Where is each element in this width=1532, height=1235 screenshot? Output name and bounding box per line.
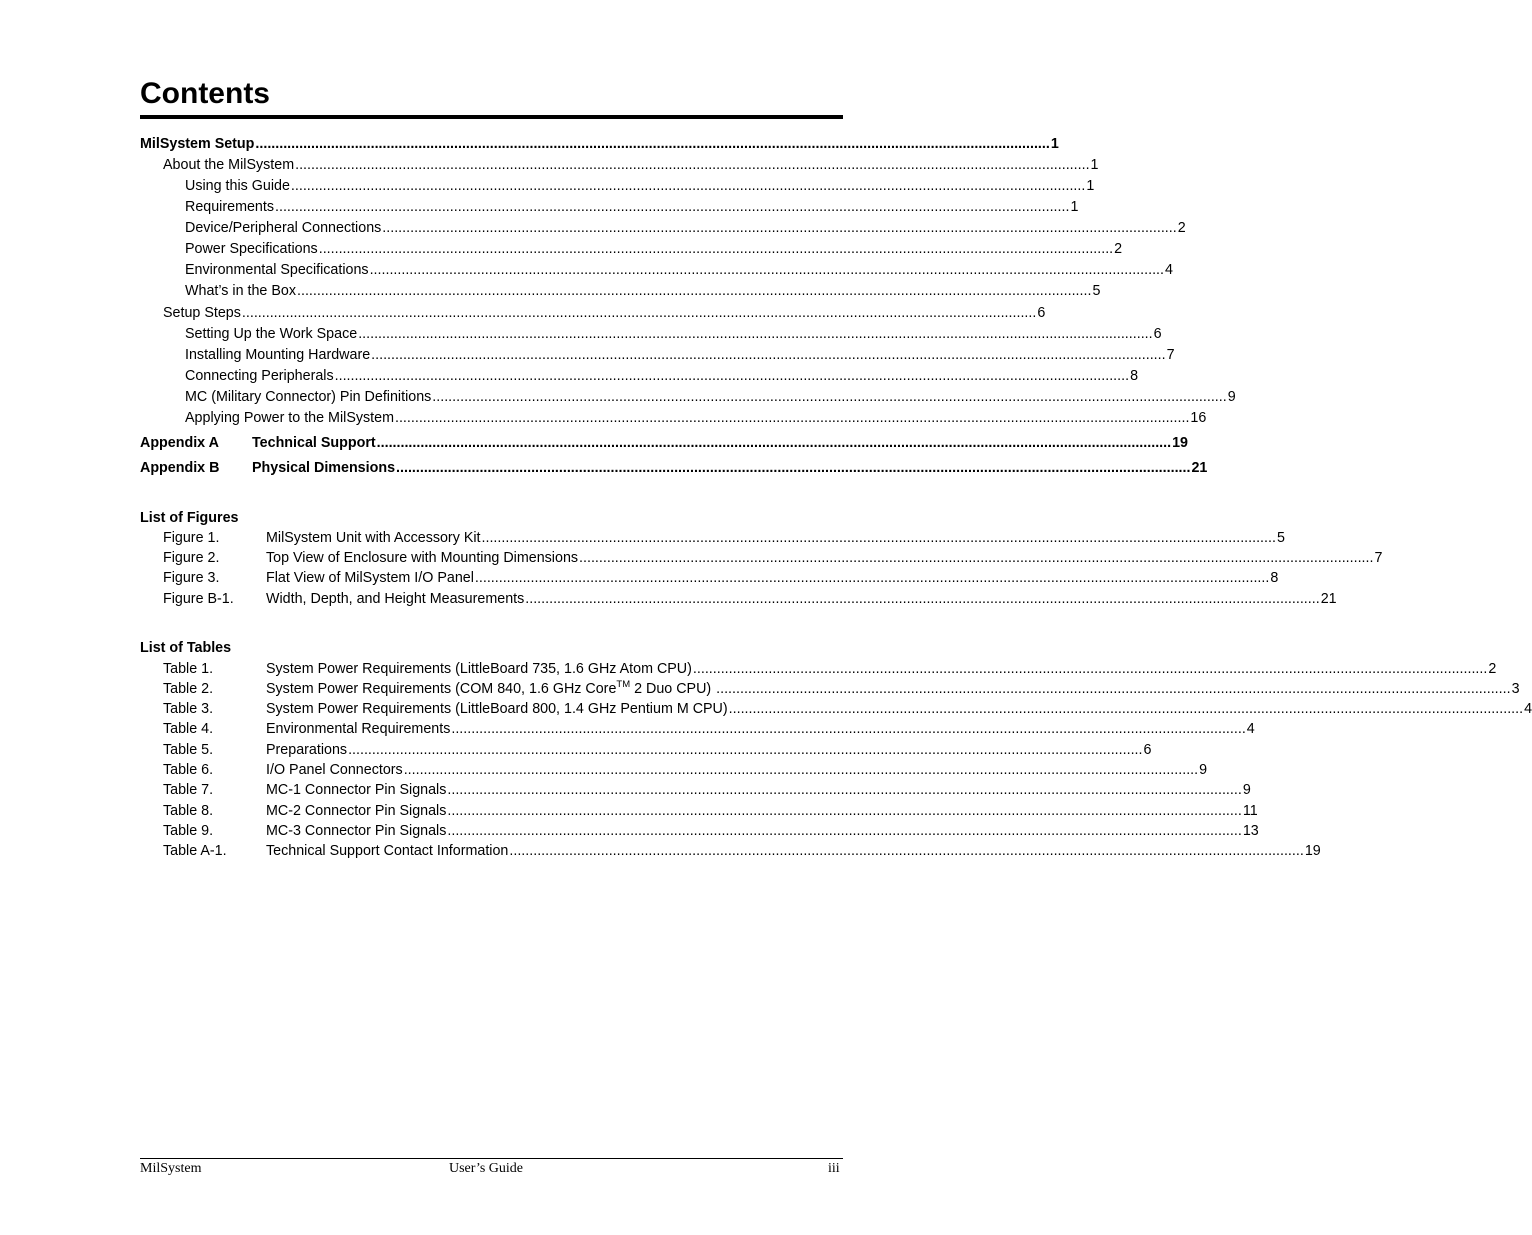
footer-center: User’s Guide (449, 1161, 524, 1176)
title-rule (140, 115, 843, 119)
toc-leader: ........................................................................................................................................................................................................ (275, 199, 1070, 215)
toc-entry[interactable] (163, 155, 1099, 175)
figure-page: 7 (1374, 550, 1383, 566)
table-page: 4 (1246, 721, 1255, 737)
table-entry[interactable] (163, 740, 1152, 760)
figure-entry[interactable] (163, 548, 1383, 568)
table-label: MC-3 Connector Pin Signals (266, 823, 447, 839)
toc-leader: ........................................................................................................................................................................................................ (358, 326, 1153, 342)
toc-leader: ........................................................................................................................................................................................................ (474, 570, 1270, 586)
toc-entry[interactable] (185, 345, 1175, 365)
toc-entry-label: Setting Up the Work Space (185, 326, 358, 342)
toc-leader: ........................................................................................................................................................................................................ (432, 389, 1227, 405)
toc-entry-page: 1 (1050, 136, 1059, 152)
toc-leader: ........................................................................................................................................................................................................ (447, 823, 1242, 839)
table-entry[interactable] (163, 841, 1321, 861)
appendix-page: 19 (1172, 435, 1188, 451)
table-label: Technical Support Contact Information (266, 843, 509, 859)
list-of-figures-heading: List of Figures (140, 510, 239, 526)
list-of-tables-heading: List of Tables (140, 640, 232, 656)
toc-leader: ........................................................................................................................................................................................................ (481, 530, 1276, 546)
table-page: 6 (1143, 742, 1152, 758)
table-page: 4 (1524, 701, 1532, 717)
toc-leader: ........................................................................................................................................................................................................ (728, 701, 1524, 717)
toc-entry-page: 6 (1037, 305, 1046, 321)
table-page: 9 (1242, 782, 1251, 798)
table-number: Table 9. (163, 823, 214, 839)
table-page: 13 (1242, 823, 1259, 839)
toc-leader: ........................................................................................................................................................................................................ (451, 721, 1246, 737)
toc-leader: ........................................................................................................................................................................................................ (579, 550, 1374, 566)
toc-leader: ........................................................................................................................................................................................................ (394, 410, 1190, 426)
appendix-entry[interactable] (140, 433, 1188, 453)
appendix-number: Appendix A (140, 435, 219, 451)
figure-label: MilSystem Unit with Accessory Kit (266, 530, 481, 546)
table-number: Table 3. (163, 701, 214, 717)
table-label: I/O Panel Connectors (266, 762, 403, 778)
table-entry[interactable] (163, 719, 1255, 739)
toc-entry[interactable] (185, 408, 1207, 428)
toc-entry-label: MilSystem Setup (140, 136, 255, 152)
toc-entry-label: Applying Power to the MilSystem (185, 410, 394, 426)
table-label: System Power Requirements (LittleBoard 800, 1.4 GHz Pentium M CPU) (266, 701, 728, 717)
figure-entry[interactable] (163, 589, 1337, 609)
toc-entry[interactable] (140, 134, 1059, 154)
figure-number: Figure 3. (163, 570, 220, 586)
toc-leader: ........................................................................................................................................................................................................ (369, 262, 1165, 278)
toc-leader: ........................................................................................................................................................................................................ (348, 742, 1143, 758)
table-entry[interactable] (163, 760, 1208, 780)
toc-entry-label: Setup Steps (163, 305, 241, 321)
toc-leader: ........................................................................................................................................................................................................ (525, 591, 1320, 607)
figure-page: 5 (1276, 530, 1285, 546)
toc-leader: ........................................................................................................................................................................................................ (241, 305, 1037, 321)
toc-entry[interactable] (185, 239, 1123, 259)
toc-entry-label: About the MilSystem (163, 157, 295, 173)
toc-entry-page: 16 (1190, 410, 1207, 426)
table-entry[interactable] (163, 780, 1251, 800)
table-entry[interactable] (163, 801, 1258, 821)
figure-entry[interactable] (163, 528, 1285, 548)
table-page: 19 (1304, 843, 1321, 859)
toc-entry[interactable] (185, 176, 1095, 196)
toc-entry-page: 1 (1086, 178, 1095, 194)
toc-entry-page: 1 (1070, 199, 1079, 215)
toc-leader: ........................................................................................................................................................................................................ (295, 157, 1090, 173)
table-label (266, 679, 715, 699)
toc-leader: ........................................................................................................................................................................................................ (290, 178, 1086, 194)
table-label-text: 2 Duo CPU) (630, 681, 716, 697)
toc-entry-page: 9 (1227, 389, 1236, 405)
toc-entry-page: 4 (1165, 262, 1173, 278)
toc-leader: ........................................................................................................................................................................................................ (396, 460, 1191, 476)
toc-entry-page: 5 (1092, 283, 1101, 299)
table-number: Table A-1. (163, 843, 227, 859)
table-page: 9 (1199, 762, 1208, 778)
appendix-number: Appendix B (140, 460, 220, 476)
toc-entry[interactable] (185, 197, 1079, 217)
footer-rule (140, 1158, 843, 1159)
toc-entry-label: Using this Guide (185, 178, 290, 194)
toc-entry-page: 8 (1130, 368, 1139, 384)
table-entry[interactable] (163, 659, 1497, 679)
figure-number: Figure 1. (163, 530, 220, 546)
figure-number: Figure 2. (163, 550, 220, 566)
toc-entry-page: 2 (1114, 241, 1123, 257)
toc-leader: ........................................................................................................................................................................................................ (255, 136, 1050, 152)
figure-entry[interactable] (163, 568, 1279, 588)
figure-number: Figure B-1. (163, 591, 234, 607)
table-label: MC-1 Connector Pin Signals (266, 782, 447, 798)
toc-leader: ........................................................................................................................................................................................................ (376, 435, 1172, 451)
trademark-mark: TM (616, 679, 631, 691)
toc-leader: ........................................................................................................................................................................................................ (509, 843, 1304, 859)
toc-entry-label: Connecting Peripherals (185, 368, 334, 384)
toc-entry-label: Device/Peripheral Connections (185, 220, 382, 236)
appendix-label: Physical Dimensions (252, 460, 396, 476)
table-number: Table 1. (163, 661, 214, 677)
table-entry[interactable] (163, 699, 1532, 719)
toc-leader: ........................................................................................................................................................................................................ (371, 347, 1166, 363)
table-entry[interactable] (163, 679, 1520, 699)
toc-entry-label: What’s in the Box (185, 283, 296, 299)
table-label-text: System Power Requirements (COM 840, 1.6 GHz Core (266, 681, 617, 697)
toc-leader: ........................................................................................................................................................................................................ (297, 283, 1092, 299)
toc-entry[interactable] (185, 281, 1101, 301)
toc-entry-label: Power Specifications (185, 241, 318, 257)
toc-entry-label: MC (Military Connector) Pin Definitions (185, 389, 432, 405)
table-page: 3 (1511, 681, 1520, 697)
table-number: Table 5. (163, 742, 214, 758)
toc-entry[interactable] (185, 218, 1186, 238)
toc-entry-label: Installing Mounting Hardware (185, 347, 371, 363)
table-number: Table 8. (163, 803, 214, 819)
toc-entry-label: Requirements (185, 199, 274, 215)
table-page: 11 (1242, 803, 1258, 819)
table-label: System Power Requirements (LittleBoard 735, 1.6 GHz Atom CPU) (266, 661, 692, 677)
toc-leader: ........................................................................................................................................................................................................ (447, 782, 1242, 798)
toc-leader: ........................................................................................................................................................................................................ (403, 762, 1199, 778)
toc-leader: ........................................................................................................................................................................................................ (334, 368, 1130, 384)
table-label: MC-2 Connector Pin Signals (266, 803, 447, 819)
figure-label: Top View of Enclosure with Mounting Dimensions (266, 550, 579, 566)
toc-entry[interactable] (185, 366, 1139, 386)
toc-entry-label: Environmental Specifications (185, 262, 369, 278)
table-label: Environmental Requirements (266, 721, 451, 737)
toc-entry-page: 7 (1166, 347, 1175, 363)
toc-leader: ........................................................................................................................................................................................................ (716, 681, 1511, 697)
toc-entry[interactable] (185, 324, 1162, 344)
appendix-entry[interactable] (140, 458, 1208, 478)
toc-leader: ........................................................................................................................................................................................................ (318, 241, 1114, 257)
table-label: Preparations (266, 742, 348, 758)
toc-entry[interactable] (185, 387, 1236, 407)
figure-label: Flat View of MilSystem I/O Panel (266, 570, 474, 586)
table-page: 2 (1488, 661, 1497, 677)
table-number: Table 6. (163, 762, 214, 778)
figure-page: 8 (1270, 570, 1279, 586)
toc-leader: ........................................................................................................................................................................................................ (382, 220, 1177, 236)
toc-leader: ........................................................................................................................................................................................................ (692, 661, 1488, 677)
toc-entry-page: 6 (1153, 326, 1162, 342)
footer-page-number: iii (828, 1161, 840, 1176)
toc-entry-page: 2 (1177, 220, 1186, 236)
toc-entry[interactable] (185, 260, 1173, 280)
table-number: Table 4. (163, 721, 214, 737)
page-title: Contents (140, 77, 270, 110)
table-number: Table 7. (163, 782, 214, 798)
toc-leader: ........................................................................................................................................................................................................ (447, 803, 1242, 819)
figure-label: Width, Depth, and Height Measurements (266, 591, 525, 607)
toc-entry-page: 1 (1090, 157, 1099, 173)
table-number: Table 2. (163, 681, 214, 697)
appendix-label: Technical Support (252, 435, 376, 451)
appendix-page: 21 (1191, 460, 1208, 476)
toc-entry[interactable] (163, 303, 1046, 323)
figure-page: 21 (1320, 591, 1337, 607)
table-entry[interactable] (163, 821, 1259, 841)
footer-left: MilSystem (140, 1161, 202, 1176)
